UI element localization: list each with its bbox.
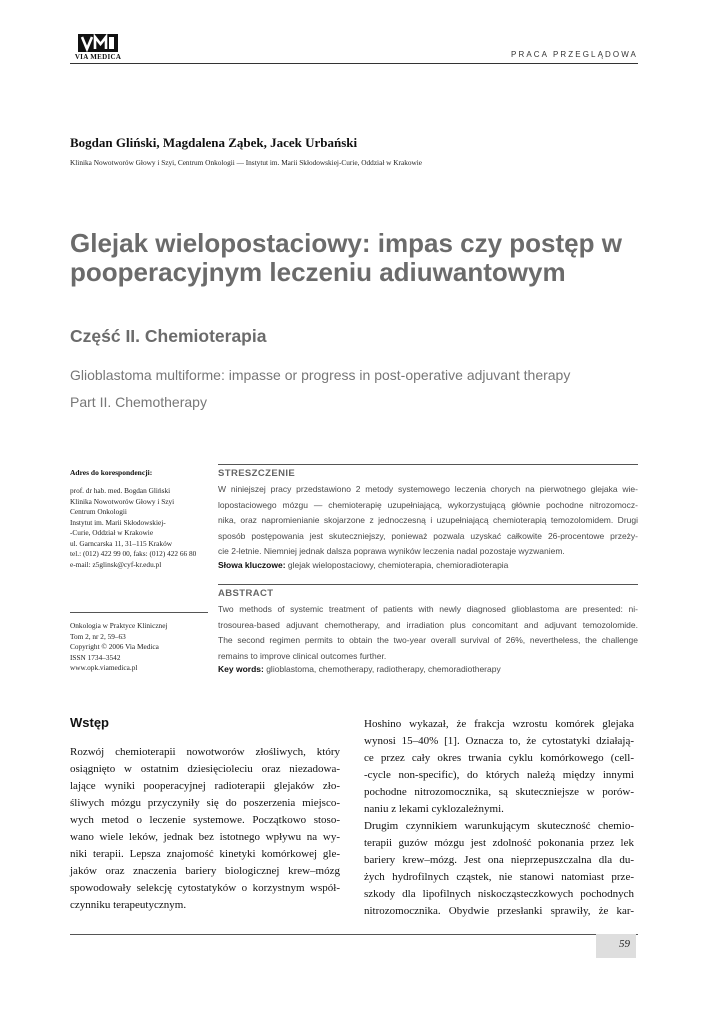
- keywords-value: glioblastoma, chemotherapy, radiotherapy, chemoradiotherapy: [266, 664, 501, 674]
- address-line: -Curie, Oddział w Krakowie: [70, 528, 154, 537]
- address-line: Centrum Onkologii: [70, 507, 127, 516]
- streszczenie-line: lopostaciowego mózgu — chemioterapię uzupełniającą, wykorzystującą głównie pochodne nitrozomocz-: [218, 499, 638, 510]
- author-list: Bogdan Gliński, Magdalena Ząbek, Jacek Urbański: [70, 135, 358, 150]
- journal-info: [70, 621, 220, 674]
- journal-line: Onkologia w Praktyce Klinicznej: [70, 621, 168, 630]
- abstract-line: The second regimen permits to obtain the two-year overall survival of 26%, nevertheless, the challenge: [218, 635, 638, 645]
- address-line: tel.: (012) 422 99 00, faks: (012) 422 66 80: [70, 549, 197, 558]
- body-line: szkody dla lipofilnych niskocząsteczkowych pochodnych: [364, 888, 634, 900]
- body-line: wano wiele leków, jednak bez istotnego wpływu na wy-: [70, 831, 340, 843]
- journal-line: www.opk.viamedica.pl: [70, 663, 138, 672]
- address-line: prof. dr hab. med. Bogdan Gliński: [70, 486, 171, 495]
- body-line: nitrozomocznika. Obydwie przesłanki sprawiły, że kar-: [364, 905, 634, 917]
- body-line: naniu z lekami cyklozależnymi.: [364, 803, 504, 815]
- correspondence-address: [70, 486, 220, 570]
- address-line: e-mail: z5glinsk@cyf-kr.edu.pl: [70, 559, 162, 569]
- keywords-label: Key words:: [218, 664, 264, 674]
- body-line: wych metod o leczenie systemowe. Początkowo stoso-: [70, 814, 340, 826]
- body-line: wynosi 15–40% [1]. Oznacza to, że cytostatyki działają-: [364, 735, 634, 747]
- body-line: jaków oraz znaczenia bariery biologicznej krew–mózg: [70, 865, 340, 877]
- body-line: osiągnięto w ostatnim dziesięcioleciu oraz niezadowa-: [70, 763, 340, 775]
- section-heading-intro: Wstęp: [70, 715, 109, 730]
- keywords-label: Słowa kluczowe:: [218, 560, 286, 570]
- correspondence-heading: Adres do korespondencji:: [70, 468, 153, 477]
- abstract-line: remains to improve clinical outcomes further.: [218, 650, 387, 661]
- article-subtitle: Część II. Chemioterapia: [70, 326, 267, 346]
- article-title: Glejak wielopostaciowy: impas czy postęp w pooperacyjnym leczeniu adiuwantowym: [70, 228, 622, 287]
- journal-line: ISSN 1734–3542: [70, 652, 121, 662]
- journal-line: Tom 2, nr 2, 59–63: [70, 631, 126, 641]
- footer-divider: [70, 934, 638, 935]
- abstract-rule: [218, 584, 638, 585]
- streszczenie-text: [218, 482, 638, 560]
- body-line: śliwych mózgu przyczyniły się do poszerzenia miejsco-: [70, 797, 340, 809]
- streszczenie-line: nika, oraz napromienianie skojarzone z jednoczesną i uzupełniającą chemioterapią temozolomidem. Drugi: [218, 515, 638, 525]
- body-column-right: [364, 716, 634, 920]
- body-line: terapii guzów mózgu jest zdolność pokonania przez lek: [364, 837, 634, 849]
- publisher-logo: [70, 34, 126, 61]
- abstract-line: Two methods of systemic treatment of patients with newly diagnosed glioblastoma are presented: ni-: [218, 604, 638, 614]
- body-line: spowodowały selekcję cytostatyków o korzystnym współ-: [70, 882, 340, 894]
- body-line: [364, 750, 634, 767]
- section-label: PRACA PRZEGLĄDOWA: [511, 50, 638, 59]
- body-line: Drugim czynnikiem warunkującym skuteczność chemio-: [364, 820, 634, 832]
- streszczenie-keywords: [218, 560, 508, 570]
- abstract-text: [218, 602, 638, 664]
- streszczenie-line: cie 2-letnie. Niemniej jednak dalsza poprawa wyników leczenia nadal pozostaje wyzwaniem.: [218, 546, 565, 556]
- sidebar-divider: [70, 612, 208, 613]
- journal-line: Copyright © 2006 Via Medica: [70, 642, 159, 651]
- body-line: bariery krew–mózg. Jest ona nieprzepuszczalna dla du-: [364, 854, 634, 866]
- affiliation: Klinika Nowotworów Głowy i Szyi, Centrum Onkologii — Instytut im. Marii Skłodowskiej-Curie, Oddział w Krakowie: [70, 158, 423, 167]
- via-medica-logo-mark: [78, 34, 118, 52]
- page-number: 59: [619, 938, 630, 950]
- body-line-part: ce przez cały okres trwania cyklu komórkowego (cell-: [364, 752, 634, 764]
- streszczenie-line: sposób postępowania jest skuteczniejszy, ponieważ pozwala uzyskać całkowite 26-procentowe przeży-: [218, 530, 638, 541]
- streszczenie-rule: [218, 464, 638, 465]
- body-line: żych hydrofilnych cząstek, nie stanowi natomiast prze-: [364, 871, 634, 883]
- english-subtitle-line: Part II. Chemotherapy: [70, 394, 207, 410]
- body-column-left: [70, 744, 340, 914]
- body-line: czynniku terapeutycznym.: [70, 899, 187, 911]
- address-line: Instytut im. Marii Skłodowskiej-: [70, 517, 166, 527]
- address-line: Klinika Nowotworów Głowy i Szyi: [70, 496, 175, 506]
- header-divider: [70, 63, 638, 64]
- abstract-heading: ABSTRACT: [218, 588, 274, 599]
- body-line: Hoshino wykazał, że frakcja wzrostu komórek glejaka: [364, 718, 634, 730]
- page-number-box: [596, 934, 636, 958]
- address-line: ul. Garncarska 11, 31–115 Kraków: [70, 538, 172, 548]
- body-line: lające wyniki pooperacyjnej radioterapii glejaków zło-: [70, 780, 340, 792]
- streszczenie-line: W niniejszej pracy przedstawiono 2 metody systemowego leczenia chorych na pierwotnego glejaka wie-: [218, 484, 638, 494]
- logo-text: VIA MEDICA: [74, 53, 122, 61]
- body-line: Rozwój chemioterapii nowotworów złośliwych, który: [70, 746, 340, 758]
- english-title: [70, 362, 650, 416]
- abstract-keywords: [218, 664, 501, 674]
- streszczenie-heading: STRESZCZENIE: [218, 468, 296, 479]
- keywords-value: glejak wielopostaciowy, chemioterapia, chemioradioterapia: [287, 560, 509, 570]
- english-title-line: Glioblastoma multiforme: impasse or progress in post-operative adjuvant therapy: [70, 367, 571, 383]
- body-line: pochodne nitrozomocznika, są skuteczniejsze w porów-: [364, 786, 634, 798]
- body-line: niki terapii. Lepsza znajomość kinetyki komórkowej gle-: [70, 848, 340, 860]
- body-line: -cycle non-specific), do których należą między innymi: [364, 769, 634, 781]
- abstract-line: trosourea-based adjuvant chemotherapy, and irradiation plus concomitant and adjuvant temozolomide.: [218, 619, 638, 630]
